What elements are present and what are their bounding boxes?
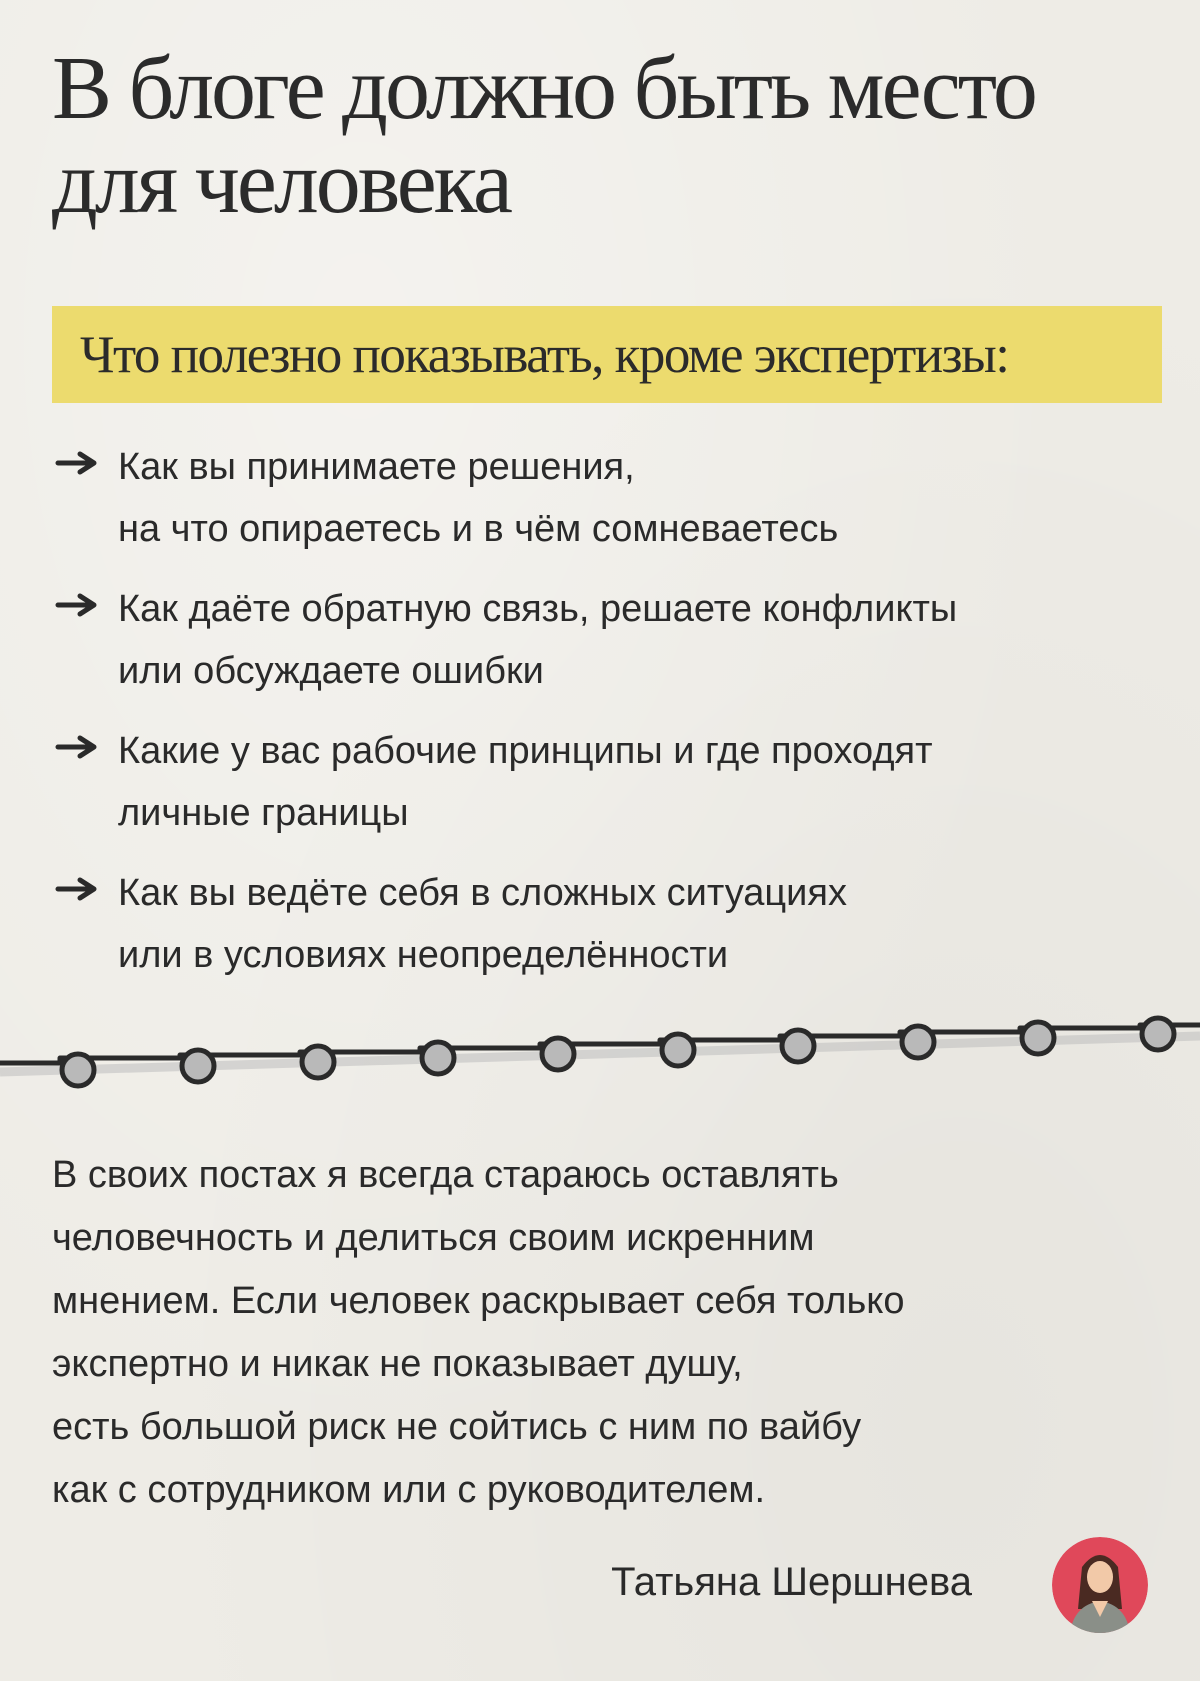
list-item-text: Как даёте обратную связь, решаете конфликты или обсуждаете ошибки: [118, 588, 958, 692]
avatar: [1052, 1537, 1148, 1633]
list-item: [52, 436, 1152, 560]
list-item-text: Какие у вас рабочие принципы и где проходят личные границы: [118, 730, 933, 834]
list-item: [52, 578, 1152, 702]
highlight-banner: [52, 306, 1162, 403]
arrow-right-icon: [52, 592, 102, 622]
notebook-tear-divider: [0, 1000, 1200, 1090]
tips-list: [52, 436, 1152, 1004]
arrow-right-icon: [52, 450, 102, 480]
arrow-right-icon: [52, 876, 102, 906]
list-item-text: Как вы ведёте себя в сложных ситуациях или в условиях неопределённости: [118, 872, 847, 976]
body-paragraph: В своих постах я всегда стараюсь оставлять человечность и делиться своим искренним мнением. Если человек раскрывает себя только экспертно и никак не показывает душу, есть большой риск не сойтись с ним по вайбу как с сотрудником или с руководителем.: [52, 1154, 905, 1511]
list-item-text: Как вы принимаете решения, на что опираетесь и в чём сомневаетесь: [118, 446, 839, 550]
list-item: [52, 862, 1152, 986]
highlight-text: Что полезно показывать, кроме экспертизы:: [80, 325, 1009, 384]
arrow-right-icon: [52, 734, 102, 764]
list-item: [52, 720, 1152, 844]
page-title: В блоге должно быть место для человека: [52, 39, 1035, 232]
author-name: Татьяна Шершнева: [611, 1560, 972, 1604]
